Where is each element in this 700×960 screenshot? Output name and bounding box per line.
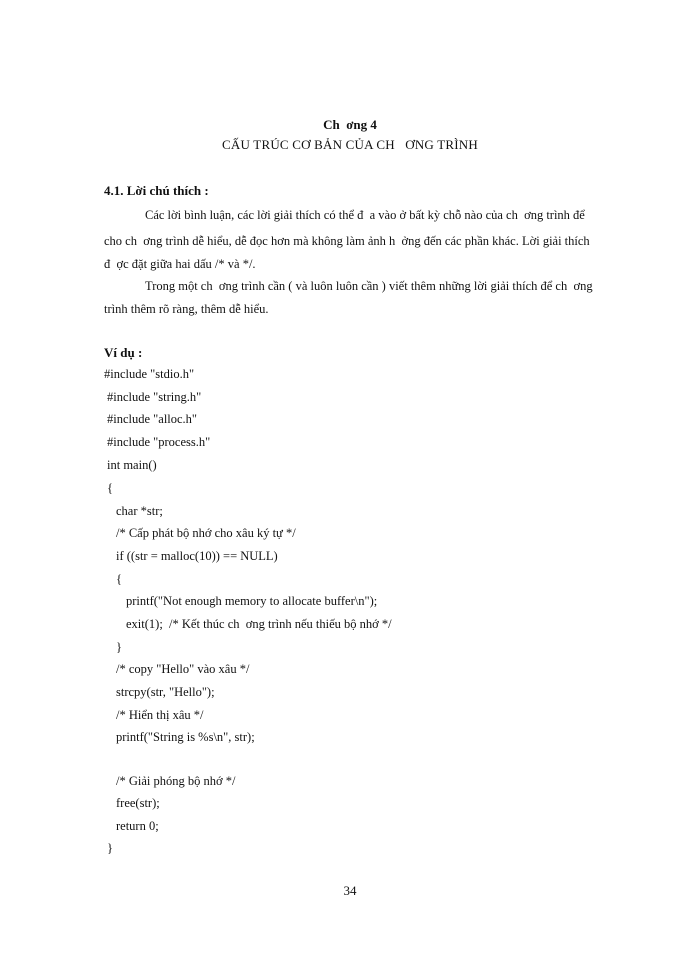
code-line: { xyxy=(107,481,113,495)
code-line: return 0; xyxy=(116,819,159,833)
code-line: #include "alloc.h" xyxy=(107,412,198,426)
code-line: exit(1); /* Kết thúc ch ơng trình nếu thiếu bộ nhớ */ xyxy=(126,617,392,631)
code-line: /* Cấp phát bộ nhớ cho xâu ký tự */ xyxy=(116,526,296,540)
paragraph-2-line-2: trình thêm rõ ràng, thêm dễ hiểu. xyxy=(104,302,269,316)
code-line: { xyxy=(116,572,122,586)
code-line: free(str); xyxy=(116,796,160,810)
code-line: printf("String is %s\n", str); xyxy=(116,730,255,744)
code-line: printf("Not enough memory to allocate buffer\n"); xyxy=(126,594,378,608)
section-heading: 4.1. Lời chú thích : xyxy=(104,183,209,198)
code-line: } xyxy=(107,841,113,855)
code-line: if ((str = malloc(10)) == NULL) xyxy=(116,549,278,563)
paragraph-2-line-1: Trong một ch ơng trình cần ( và luôn luôn cần ) viết thêm những lời giải thích để ch ơng xyxy=(145,279,593,293)
code-line: /* Giải phóng bộ nhớ */ xyxy=(116,774,236,788)
code-line: #include "string.h" xyxy=(107,390,202,404)
code-line: /* Hiển thị xâu */ xyxy=(116,708,204,722)
example-heading: Ví dụ : xyxy=(104,345,143,360)
paragraph-1-line-2: cho ch ơng trình dễ hiểu, dễ đọc hơn mà không làm ảnh h ởng đến các phần khác. Lời giải thích xyxy=(104,234,590,248)
paragraph-1-line-3: đ ợc đặt giữa hai dấu /* và */. xyxy=(104,257,256,271)
code-line: } xyxy=(116,640,122,654)
chapter-label: Ch ơng 4 xyxy=(323,117,377,132)
code-line: char *str; xyxy=(116,504,163,518)
code-line: #include "process.h" xyxy=(107,435,211,449)
paragraph-1-line-1: Các lời bình luận, các lời giải thích có thể đ a vào ở bất kỳ chỗ nào của ch ơng trình để xyxy=(145,208,585,222)
chapter-title: CẤU TRÚC CƠ BẢN CỦA CH ƠNG TRÌNH xyxy=(222,137,478,152)
code-line: int main() xyxy=(107,458,157,472)
page-number: 34 xyxy=(343,883,357,898)
code-line: strcpy(str, "Hello"); xyxy=(116,685,215,699)
code-line: #include "stdio.h" xyxy=(104,367,195,381)
code-line: /* copy "Hello" vào xâu */ xyxy=(116,662,250,676)
